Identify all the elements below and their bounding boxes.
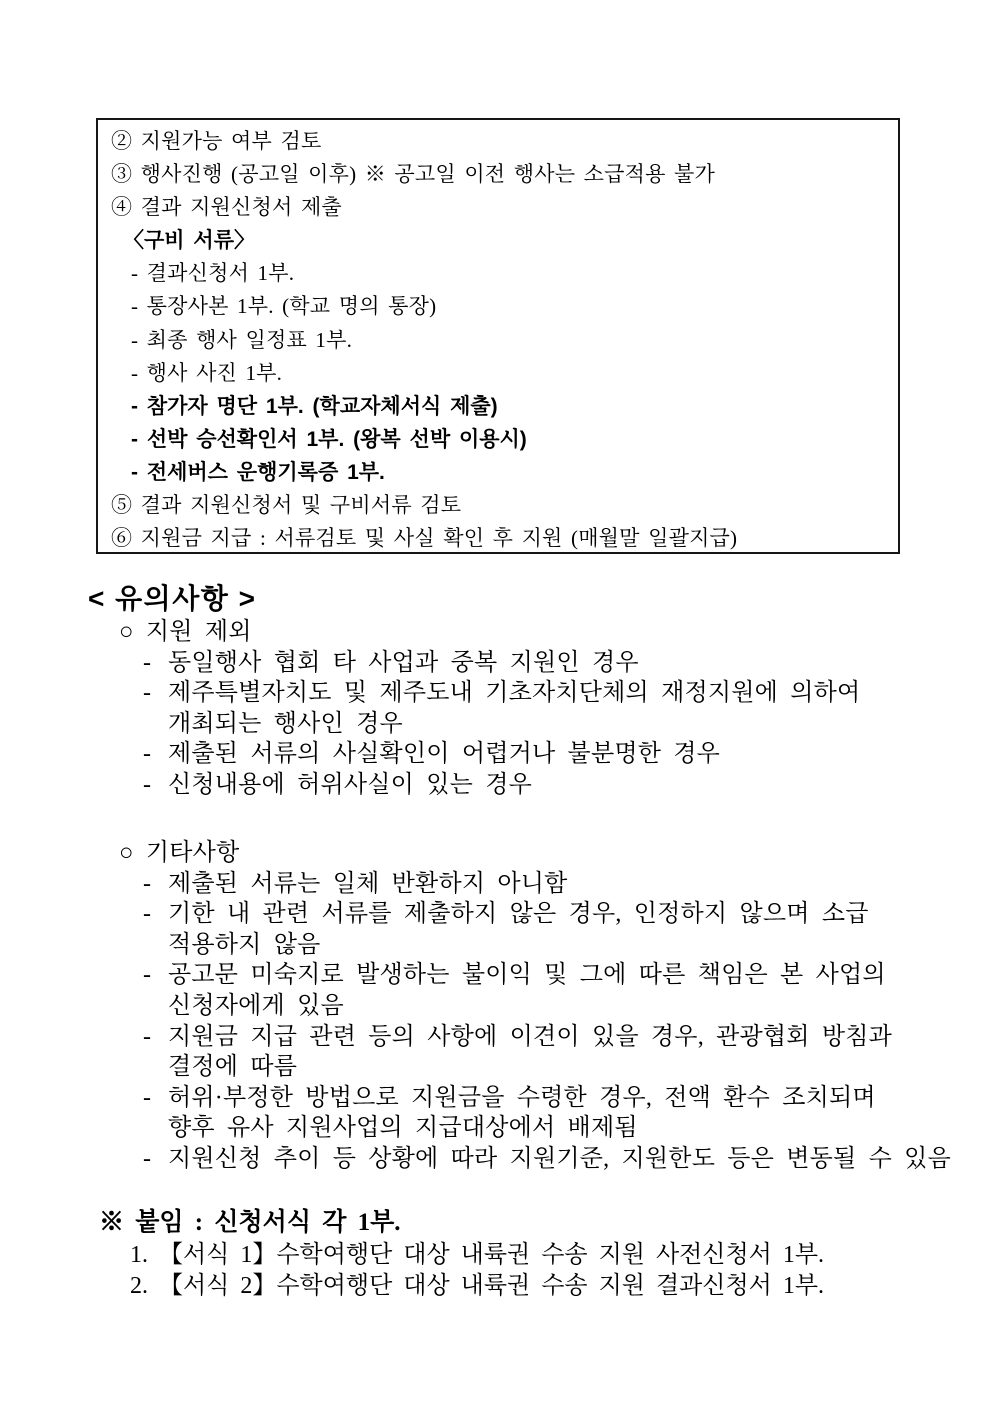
notice-line: 지원금 지급 관련 등의 사항에 이견이 있을 경우, 관광협회 방침과 — [168, 1023, 892, 1050]
attachment-item: 2. 【서식 2】수학여행단 대상 내륙권 수송 지원 결과신청서 1부. — [130, 1272, 825, 1299]
notice-item — [143, 648, 860, 679]
notice-line: 개최되는 행사인 경우 — [168, 710, 403, 737]
notice-line: 향후 유사 지원사업의 지급대상에서 배제됨 — [168, 1115, 638, 1142]
notice-item — [143, 899, 951, 960]
required-docs-subheading: 〈구비 서류〉 — [123, 229, 255, 253]
dash-bullet: - — [143, 1084, 152, 1111]
required-doc-item: - 통장사본 1부. (학교 명의 통장) — [131, 294, 437, 319]
notice-item — [143, 1083, 951, 1144]
dash-bullet: - — [143, 741, 152, 768]
dash-bullet: - — [143, 1023, 152, 1050]
required-doc-item: - 행사 사진 1부. — [131, 360, 283, 385]
required-doc-item: - 선박 승선확인서 1부. (왕복 선박 이용시) — [131, 427, 527, 451]
notice-group-title: ○ 기타사항 — [119, 840, 240, 866]
notice-line: 동일행사 협회 타 사업과 중복 지원인 경우 — [168, 649, 639, 676]
notice-item — [143, 1144, 951, 1175]
notice-line: 제주특별자치도 및 제주도내 기초자치단체의 재정지원에 의하여 — [168, 680, 861, 707]
notice-section-heading: < 유의사항 > — [88, 583, 257, 614]
notice-line: 제출된 서류는 일체 반환하지 아니함 — [168, 870, 568, 897]
dash-bullet: - — [143, 962, 152, 989]
dash-bullet: - — [143, 901, 152, 928]
process-steps-box — [96, 118, 900, 554]
notice-line: 신청자에게 있음 — [168, 992, 344, 1019]
dash-bullet: - — [143, 1145, 152, 1172]
process-step-line: ⑤ 결과 지원신청서 및 구비서류 검토 — [111, 493, 462, 518]
required-doc-item: - 결과신청서 1부. — [131, 261, 295, 286]
required-doc-item: - 최종 행사 일정표 1부. — [131, 327, 353, 352]
notice-item — [143, 678, 860, 739]
notice-line: 기한 내 관련 서류를 제출하지 않은 경우, 인정하지 않으며 소급 — [168, 901, 869, 928]
notice-group-misc — [119, 838, 951, 1175]
notice-line: 적용하지 않음 — [168, 931, 321, 958]
notice-item — [143, 770, 860, 801]
required-doc-item: - 참가자 명단 1부. (학교자체서식 제출) — [131, 394, 498, 418]
dash-bullet: - — [143, 649, 152, 676]
notice-item — [143, 1022, 951, 1083]
notice-line: 허위·부정한 방법으로 지원금을 수령한 경우, 전액 환수 조치되며 — [168, 1084, 876, 1111]
attachment-item: 1. 【서식 1】수학여행단 대상 내륙권 수송 지원 사전신청서 1부. — [130, 1242, 825, 1268]
dash-bullet: - — [143, 771, 152, 798]
notice-line: 제출된 서류의 사실확인이 어렵거나 불분명한 경우 — [168, 741, 721, 768]
notice-line: 신청내용에 허위사실이 있는 경우 — [168, 771, 532, 798]
notice-line: 지원신청 추이 등 상황에 따라 지원기준, 지원한도 등은 변동될 수 있음 — [168, 1145, 951, 1172]
notice-item — [143, 739, 860, 770]
notice-line: 공고문 미숙지로 발생하는 불이익 및 그에 따른 책임은 본 사업의 — [168, 962, 886, 989]
attachment-label: ※ 붙임 : 신청서식 각 1부. — [99, 1209, 401, 1236]
notice-group-exclusions — [119, 617, 860, 801]
process-step-line: ② 지원가능 여부 검토 — [111, 129, 322, 153]
process-step-line: ⑥ 지원금 지급 : 서류검토 및 사실 확인 후 지원 (매월말 일괄지급) — [111, 526, 738, 551]
required-doc-item: - 전세버스 운행기록증 1부. — [131, 460, 385, 484]
notice-item — [143, 869, 951, 900]
notice-item — [143, 960, 951, 1021]
attachment-list — [130, 1240, 824, 1302]
process-step-line: ④ 결과 지원신청서 제출 — [111, 195, 342, 220]
process-step-line: ③ 행사진행 (공고일 이후) ※ 공고일 이전 행사는 소급적용 불가 — [111, 162, 716, 187]
dash-bullet: - — [143, 680, 152, 707]
dash-bullet: - — [143, 870, 152, 897]
notice-group-title: ○ 지원 제외 — [119, 619, 252, 645]
notice-line: 결정에 따름 — [168, 1054, 298, 1081]
attachment-section — [99, 1206, 824, 1302]
